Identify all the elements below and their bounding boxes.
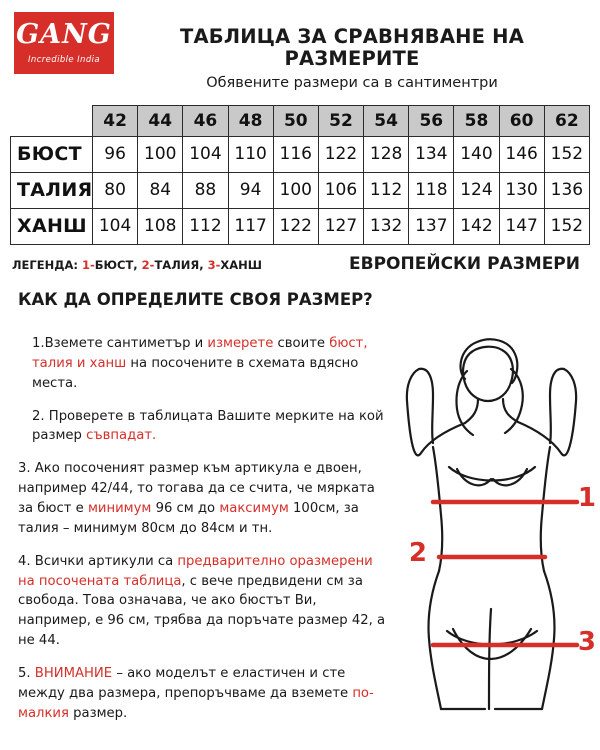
size-table-body bbox=[11, 136, 590, 244]
measurement-value: 116 bbox=[273, 136, 318, 172]
size-column-header: 46 bbox=[183, 105, 228, 136]
measurement-value: 147 bbox=[499, 208, 544, 244]
howto-content bbox=[0, 313, 600, 733]
measurement-value: 128 bbox=[364, 136, 409, 172]
marker-3: 3 bbox=[577, 626, 596, 657]
header-text-block bbox=[114, 12, 590, 91]
measurement-value: 112 bbox=[183, 208, 228, 244]
step-5 bbox=[18, 664, 390, 723]
measurement-value: 146 bbox=[499, 136, 544, 172]
female-body-illustration bbox=[385, 309, 600, 729]
marker-2: 2 bbox=[408, 537, 427, 568]
page-title: ТАБЛИЦА ЗА СРАВНЯВАНЕ НА РАЗМЕРИТЕ bbox=[180, 25, 524, 71]
size-table-wrap bbox=[0, 95, 600, 245]
legend-label: ТАЛИЯ, bbox=[154, 257, 208, 272]
step-text: 2. Проверете в таблицата Вашите мерките на кой размер bbox=[32, 408, 384, 444]
size-table bbox=[10, 105, 590, 245]
measurement-value: 124 bbox=[454, 172, 499, 208]
measurement-value: 137 bbox=[409, 208, 454, 244]
size-table-header-row bbox=[11, 105, 590, 136]
legend bbox=[12, 258, 349, 272]
measurement-value: 130 bbox=[499, 172, 544, 208]
howto-steps bbox=[18, 321, 390, 734]
measurement-value: 80 bbox=[93, 172, 138, 208]
measurement-value: 132 bbox=[364, 208, 409, 244]
legend-number: 2- bbox=[141, 257, 155, 272]
highlight-text: по-малкия bbox=[18, 685, 374, 721]
size-column-header: 52 bbox=[318, 105, 363, 136]
step-text: размер. bbox=[68, 705, 128, 721]
size-column-header: 62 bbox=[544, 105, 589, 136]
step-1 bbox=[18, 334, 390, 393]
size-column-header: 60 bbox=[499, 105, 544, 136]
legend-row bbox=[0, 245, 600, 274]
size-column-header: 44 bbox=[138, 105, 183, 136]
measurement-value: 117 bbox=[228, 208, 273, 244]
measurement-value: 108 bbox=[138, 208, 183, 244]
highlight-text: измерете bbox=[207, 336, 274, 352]
legend-number: 3- bbox=[207, 257, 221, 272]
table-row bbox=[11, 208, 590, 244]
brand-logo bbox=[14, 12, 114, 74]
step-text: – ако моделът е еластичен и сте между два размера, препоръчваме да вземете bbox=[18, 665, 353, 701]
highlight-text: максимум bbox=[219, 500, 289, 516]
highlight-text: бюст, талия и ханш bbox=[32, 336, 368, 371]
table-row bbox=[11, 136, 590, 172]
measurement-value: 118 bbox=[409, 172, 454, 208]
measurement-value: 112 bbox=[364, 172, 409, 208]
measurement-value: 96 bbox=[93, 136, 138, 172]
table-corner-cell bbox=[11, 105, 93, 136]
measurement-value: 152 bbox=[544, 208, 589, 244]
page-header bbox=[0, 0, 600, 95]
legend-prefix: ЛЕГЕНДА: bbox=[12, 257, 82, 272]
step-text: 4. Всички артикули са bbox=[18, 553, 178, 569]
marker-1: 1 bbox=[577, 482, 596, 513]
measurement-label: ТАЛИЯ bbox=[11, 172, 93, 208]
step-text: 100см, за талия – минимум 80см до 84см и тн. bbox=[18, 500, 359, 536]
measurement-value: 84 bbox=[138, 172, 183, 208]
measurement-value: 94 bbox=[228, 172, 273, 208]
measurement-value: 104 bbox=[93, 208, 138, 244]
step-text: , с вече предвидени см за свобода. Това означава, че ако бюстът Ви, например, е 96 см, трябва да поръчате размер 42, а не 44. bbox=[18, 573, 386, 648]
size-column-header: 54 bbox=[364, 105, 409, 136]
highlight-text: съвпадат. bbox=[86, 428, 157, 444]
measurement-value: 134 bbox=[409, 136, 454, 172]
measurement-label: БЮСТ bbox=[11, 136, 93, 172]
highlight-text: предварително оразмерени на посочената таблица bbox=[18, 553, 373, 589]
step-2 bbox=[18, 407, 390, 447]
measurement-value: 152 bbox=[544, 136, 589, 172]
size-column-header: 56 bbox=[409, 105, 454, 136]
body-figure bbox=[385, 309, 600, 729]
highlight-text: ВНИМАНИЕ bbox=[34, 665, 113, 681]
measurement-label: ХАНШ bbox=[11, 208, 93, 244]
size-column-header: 42 bbox=[93, 105, 138, 136]
measurement-value: 122 bbox=[273, 208, 318, 244]
step-text: 96 см до bbox=[151, 500, 220, 516]
size-table-head bbox=[11, 105, 590, 136]
step-text: 5. bbox=[18, 665, 35, 681]
brand-name: GANG bbox=[16, 19, 112, 50]
measurement-value: 136 bbox=[544, 172, 589, 208]
measurement-value: 127 bbox=[318, 208, 363, 244]
measurement-value: 88 bbox=[183, 172, 228, 208]
size-column-header: 58 bbox=[454, 105, 499, 136]
step-text: 3. Ако посоченият размер към артикула е двоен, например 42/44, то тогава да се счита, че мярката за бюст е bbox=[18, 461, 375, 516]
step-3 bbox=[18, 459, 390, 538]
legend-number: 1- bbox=[81, 257, 95, 272]
howto-title: КАК ДА ОПРЕДЕЛИТЕ СВОЯ РАЗМЕР? bbox=[18, 289, 373, 309]
measurement-value: 122 bbox=[318, 136, 363, 172]
step-text: 1.Вземете сантиметър и bbox=[32, 336, 208, 352]
measurement-value: 110 bbox=[228, 136, 273, 172]
measurement-value: 106 bbox=[318, 172, 363, 208]
step-text: своите bbox=[273, 336, 330, 352]
highlight-text: минимум bbox=[87, 500, 152, 516]
legend-label: БЮСТ, bbox=[94, 257, 142, 272]
page-subtitle: Обявените размери са в сантиментри bbox=[206, 74, 498, 91]
step-4 bbox=[18, 552, 390, 651]
european-sizes-label: ЕВРОПЕЙСКИ РАЗМЕРИ bbox=[349, 253, 580, 274]
size-column-header: 48 bbox=[228, 105, 273, 136]
legend-label: ХАНШ bbox=[220, 257, 262, 272]
brand-tagline: Incredible India bbox=[28, 55, 100, 65]
table-row bbox=[11, 172, 590, 208]
measurement-value: 140 bbox=[454, 136, 499, 172]
size-column-header: 50 bbox=[273, 105, 318, 136]
step-text: на посочените в схемата вдясно места. bbox=[32, 355, 359, 391]
measurement-value: 142 bbox=[454, 208, 499, 244]
measurement-value: 100 bbox=[138, 136, 183, 172]
measurement-value: 100 bbox=[273, 172, 318, 208]
measurement-value: 104 bbox=[183, 136, 228, 172]
